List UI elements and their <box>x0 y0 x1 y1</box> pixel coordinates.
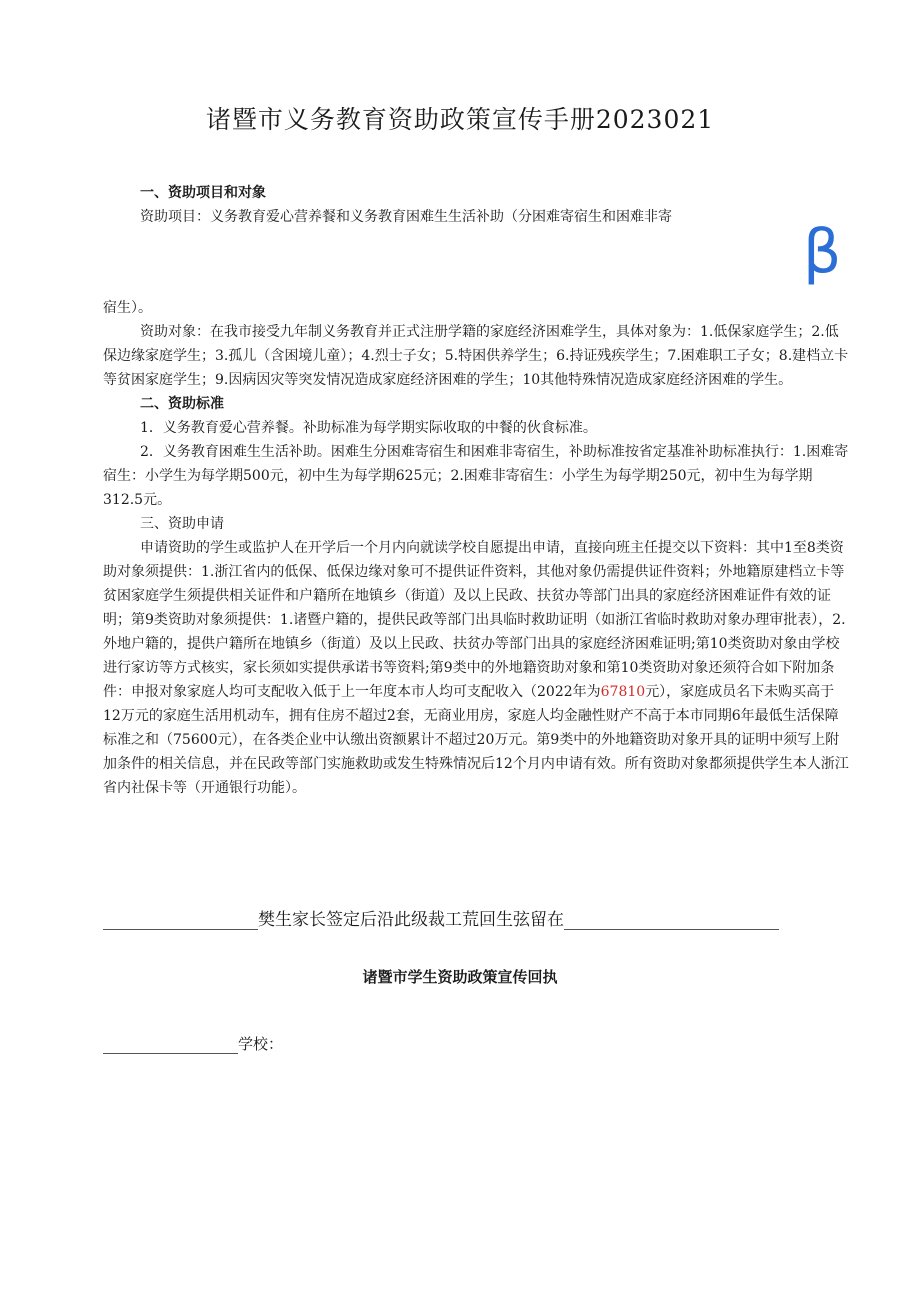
section-1-rest <box>103 296 849 800</box>
cut-line-right <box>564 911 779 930</box>
school-field <box>103 1033 283 1054</box>
cut-line-left <box>103 911 258 930</box>
section-1-items-line2: 宿生）。 <box>103 300 152 316</box>
receipt-title: 诸暨市学生资助政策宣传回执 <box>362 968 558 986</box>
income-value: 67810 <box>600 684 646 700</box>
school-blank[interactable] <box>103 1035 238 1054</box>
page-title: 诸暨市义务教育资助政策宣传手册2023021 <box>205 105 715 134</box>
section-1-targets: 资助对象：在我市接受九年制义务教育并正式注册学籍的家庭经济困难学生，具体对象为：1.低保家庭学生；2.低保边缘家庭学生；3.孤儿（含困境儿童）；4.烈士子女；5.特困供养学生；6.持证残疾学生；7.困难职工子女；8.建档立卡等贫困家庭学生；9.因病因灾等突发情况造成家庭经济困难的学生；10其他特殊情况造成家庭经济困难的学生。 <box>103 324 849 388</box>
section-3-heading: 三、资助申请 <box>140 516 224 532</box>
cut-line-text: 樊生家长签定后沿此级裁工荒回生弦留在 <box>258 910 564 930</box>
school-label: 学校： <box>238 1035 284 1053</box>
section-3-body <box>103 536 849 800</box>
beta-symbol: β <box>803 217 842 287</box>
cut-line <box>103 905 815 930</box>
section-2-heading: 二、资助标准 <box>140 396 224 412</box>
section-2-p1: 1．义务教育爱心营养餐。补助标准为每学期实际收取的中餐的伙食标准。 <box>140 420 597 436</box>
section-1-heading: 一、资助项目和对象 <box>140 185 266 201</box>
section-2-p2: 2．义务教育困难生生活补助。困难生分困难寄宿生和困难非寄宿生，补助标准按省定基准补助标准执行：1.困难寄宿生：小学生为每学期500元，初中生为每学期625元；2.困难非寄宿生：小学生为每学期250元，初中生为每学期312.5元。 <box>103 444 849 508</box>
section-1-top <box>103 181 849 229</box>
section-3-text-a: 申请资助的学生或监护人在开学后一个月内向就读学校自愿提出申请，直接向班主任提交以下资料：其中1至8类资助对象须提供：1.浙江省内的低保、低保边缘对象可不提供证件资料，其他对象仍需提供证件资料；外地籍原建档立卡等贫困家庭学生须提供相关证件和户籍所在地镇乡（街道）及以上民政、扶贫办等部门出具的家庭经济困难证件有效的证明；第9类资助对象须提供：1.诸暨户籍的，提供民政等部门出具临时救助证明（如浙江省临时救助对象办理审批表），2.外地户籍的，提供户籍所在地镇乡（街道）及以上民政、扶贫办等部门出具的家庭经济困难证明;第10类资助对象由学校进行家访等方式核实，家长须如实提供承诺书等资料;第9类中的外地籍资助对象和第10类资助对象还须符合如下附加条件：申报对象家庭人均可支配收入低于上一年度本市人均可支配收入（2022年为 <box>103 540 846 700</box>
section-3-text-b: 元），家庭成员名下未购买高于12万元的家庭生活用机动车，拥有住房不超过2套，无商业用房，家庭人均金融性财产不高于本市同期6年最低生活保障标准之和（75600元），在各类企业中认缴出资额累计不超过20万元。第9类中的外地籍资助对象开具的证明中须写上附加条件的相关信息，并在民政等部门实施救助或发生特殊情况后12个月内申请有效。所有资助对象都须提供学生本人浙江省内社保卡等（开通银行功能）。 <box>103 684 849 796</box>
section-1-items-line1: 资助项目：义务教育爱心营养餐和义务教育困难生生活补助（分困难寄宿生和困难非寄 <box>140 209 672 225</box>
